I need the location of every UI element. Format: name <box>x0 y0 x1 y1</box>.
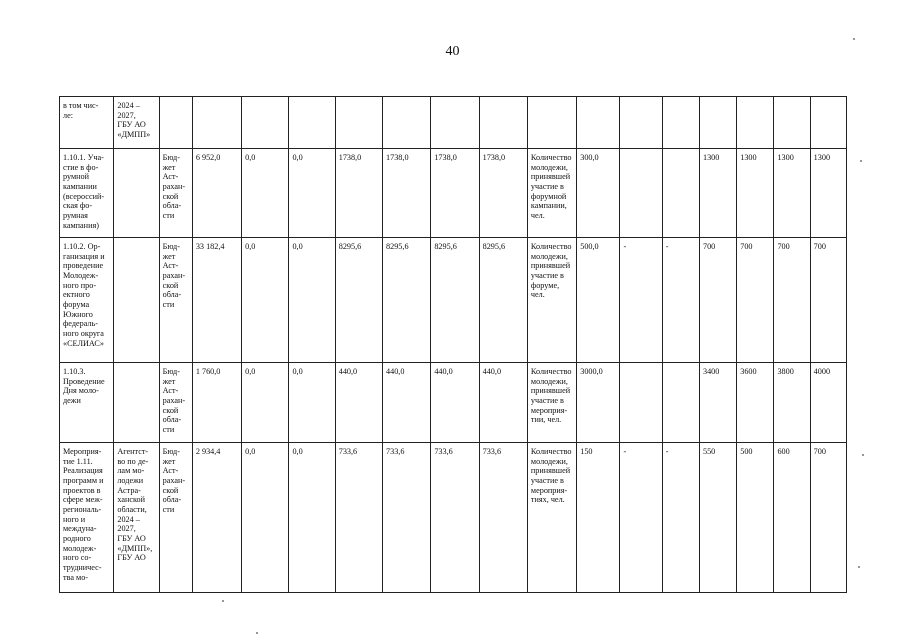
cell-text: 8295,6 <box>338 242 362 251</box>
cell-empty <box>383 97 431 149</box>
cell-ind-2026 <box>699 149 736 238</box>
cell-indicator <box>527 149 576 238</box>
cell-text: 1 760,0 <box>195 367 221 376</box>
cell-2028 <box>431 149 479 238</box>
cell-text: 440,0 <box>338 367 358 376</box>
cell-text: Количество молодежи, принявшей участие в мероприя- тии, чел. <box>530 367 572 425</box>
cell-text: в том чис- ле: <box>63 101 99 120</box>
cell-name <box>60 363 114 443</box>
cell-text: 700 <box>777 242 790 251</box>
cell-text: 733,6 <box>386 447 405 456</box>
cell-text: 440,0 <box>386 367 405 376</box>
cell-text: 6 952,0 <box>195 153 221 162</box>
cell-text: 8295,6 <box>386 242 409 251</box>
cell-ind-2024 <box>620 149 662 238</box>
cell-base <box>577 443 620 593</box>
cell-2028 <box>431 363 479 443</box>
cell-ind-2026 <box>699 238 736 363</box>
cell-text: Бюд- жет Аст- рахан- ской обла- сти <box>162 153 186 221</box>
cell-2025 <box>289 363 335 443</box>
cell-text: 440,0 <box>482 367 502 376</box>
cell-text: Количество молодежи, принявшей участие в форуме, чел. <box>530 242 572 300</box>
cell-ind-2024 <box>620 363 662 443</box>
cell-indicator <box>527 363 576 443</box>
cell-text: 300,0 <box>580 153 599 162</box>
cell-text: 700 <box>740 242 753 251</box>
cell-total <box>192 363 241 443</box>
cell-source <box>159 238 192 363</box>
cell-text: 150 <box>580 447 593 456</box>
cell-text: 500,0 <box>580 242 599 251</box>
cell-text: 33 182,4 <box>195 242 225 251</box>
cell-2025 <box>289 238 335 363</box>
table-body <box>60 149 847 593</box>
cell-text: Количество молодежи, принявшей участие в форумной кампании, чел. <box>530 153 572 221</box>
cell-text: Бюд- жет Аст- рахан- ской обла- сти <box>162 447 186 515</box>
cell-2024 <box>242 363 289 443</box>
cell-2029 <box>479 149 527 238</box>
cell-source <box>159 443 192 593</box>
cell-2024 <box>242 238 289 363</box>
cell-text: - <box>623 447 627 456</box>
cell-text: 1300 <box>740 153 757 162</box>
cell-2026 <box>335 149 382 238</box>
cell-text: 0,0 <box>245 242 256 251</box>
cell-text: Мероприя- тие 1.11. Реализация программ и проектов в сфере меж- региональ- ного и междуна- родного молодеж- ного со- трудничес- тва мо- <box>63 447 104 582</box>
cell-text: Количество молодежи, принявшей участие в мероприя- тиях, чел. <box>530 447 572 505</box>
cell-source <box>159 363 192 443</box>
cell-2029 <box>479 443 527 593</box>
cell-executor <box>114 97 159 149</box>
cell-text: 0,0 <box>245 367 256 376</box>
cell-ind-2025 <box>662 238 699 363</box>
cell-text: 1738,0 <box>434 153 457 162</box>
cell-text: 1738,0 <box>482 153 506 162</box>
cell-empty <box>810 97 846 149</box>
program-table <box>59 96 847 593</box>
scan-speck <box>222 600 224 602</box>
cell-text: 733,6 <box>338 447 358 456</box>
cell-ind-2029 <box>810 149 846 238</box>
cell-text: Бюд- жет Аст- рахан- ской обла- сти <box>162 367 186 435</box>
cell-text: Агентст- во по де- лам мо- лодежи Астра- ханской области, 2024 – 2027, ГБУ АО «ДМПП», ГБУ АО <box>117 447 153 563</box>
cell-text: 0,0 <box>245 153 256 162</box>
cell-text: 8295,6 <box>434 242 457 251</box>
cell-empty <box>479 97 527 149</box>
cell-2026 <box>335 238 382 363</box>
cell-text: - <box>665 242 669 251</box>
cell-ind-2024 <box>620 443 662 593</box>
table-row <box>60 443 847 593</box>
cell-text: 700 <box>702 242 716 251</box>
cell-empty <box>431 97 479 149</box>
cell-empty <box>620 97 662 149</box>
cell-empty <box>192 97 241 149</box>
table-row <box>60 149 847 238</box>
cell-text: 1.10.3. Проведение Дня моло- дежи <box>63 367 105 406</box>
cell-empty <box>737 97 774 149</box>
cell-text: 733,6 <box>434 447 453 456</box>
cell-source <box>159 149 192 238</box>
cell-empty <box>662 97 699 149</box>
cell-text: 550 <box>702 447 716 456</box>
cell-text: 3000,0 <box>580 367 603 376</box>
cell-ind-2028 <box>774 149 810 238</box>
cell-ind-2029 <box>810 238 846 363</box>
cell-ind-2025 <box>662 149 699 238</box>
cell-text: 440,0 <box>434 367 453 376</box>
cell-empty <box>159 97 192 149</box>
cell-name <box>60 443 114 593</box>
cell-text: 1738,0 <box>386 153 409 162</box>
cell-name <box>60 238 114 363</box>
cell-empty <box>527 97 576 149</box>
cell-2026 <box>335 363 382 443</box>
cell-text: 1300 <box>777 153 794 162</box>
cell-text: - <box>665 447 669 456</box>
cell-2027 <box>383 443 431 593</box>
cell-ind-2027 <box>737 149 774 238</box>
cell-text: 1.10.1. Уча- стие в фо- румной кампании (всероссий- ская фо- румная кампания) <box>63 153 105 230</box>
cell-text: 733,6 <box>482 447 502 456</box>
cell-text: 8295,6 <box>482 242 506 251</box>
cell-2024 <box>242 149 289 238</box>
cell-base <box>577 363 620 443</box>
cell-empty <box>289 97 335 149</box>
cell-text: 0,0 <box>292 367 303 376</box>
cell-2027 <box>383 238 431 363</box>
cell-ind-2029 <box>810 443 846 593</box>
cell-2026 <box>335 443 382 593</box>
scan-speck <box>862 454 864 456</box>
cell-ind-2028 <box>774 443 810 593</box>
cell-text: 1300 <box>813 153 831 162</box>
cell-name <box>60 97 114 149</box>
page-number: 40 <box>445 44 460 59</box>
cell-base <box>577 238 620 363</box>
cell-indicator <box>527 443 576 593</box>
cell-ind-2026 <box>699 443 736 593</box>
scan-speck <box>256 632 258 634</box>
cell-ind-2025 <box>662 443 699 593</box>
table-row <box>60 363 847 443</box>
cell-name <box>60 149 114 238</box>
cell-ind-2025 <box>662 363 699 443</box>
cell-base <box>577 149 620 238</box>
cell-text: 2 934,4 <box>195 447 221 456</box>
cell-empty <box>699 97 736 149</box>
cell-ind-2024 <box>620 238 662 363</box>
cell-text: 0,0 <box>245 447 256 456</box>
cell-text: 0,0 <box>292 153 303 162</box>
cell-executor <box>114 238 159 363</box>
cell-text: 700 <box>813 242 826 251</box>
cell-empty <box>577 97 620 149</box>
cell-2029 <box>479 363 527 443</box>
cell-2025 <box>289 149 335 238</box>
cell-indicator <box>527 238 576 363</box>
cell-ind-2027 <box>737 363 774 443</box>
cell-2027 <box>383 363 431 443</box>
cell-text: 3800 <box>777 367 794 376</box>
cell-ind-2027 <box>737 443 774 593</box>
cell-2024 <box>242 443 289 593</box>
cell-2025 <box>289 443 335 593</box>
cell-empty <box>242 97 289 149</box>
cell-text: 0,0 <box>292 242 303 251</box>
cell-total <box>192 238 241 363</box>
cell-text: 1738,0 <box>338 153 362 162</box>
table-row-subtotal <box>60 97 847 149</box>
cell-text: 0,0 <box>292 447 303 456</box>
cell-total <box>192 149 241 238</box>
cell-empty <box>335 97 382 149</box>
cell-text: Бюд- жет Аст- рахан- ской обла- сти <box>162 242 186 310</box>
cell-ind-2028 <box>774 363 810 443</box>
scan-speck <box>853 38 855 40</box>
cell-ind-2028 <box>774 238 810 363</box>
cell-2027 <box>383 149 431 238</box>
cell-2028 <box>431 238 479 363</box>
cell-ind-2027 <box>737 238 774 363</box>
cell-text: 4000 <box>813 367 831 376</box>
cell-empty <box>774 97 810 149</box>
cell-executor <box>114 149 159 238</box>
scan-speck <box>860 160 862 162</box>
cell-text: 700 <box>813 447 826 456</box>
cell-executor <box>114 363 159 443</box>
scan-speck <box>858 566 860 568</box>
cell-text: 3400 <box>702 367 720 376</box>
cell-text: 2024 – 2027, ГБУ АО «ДМПП» <box>117 101 151 140</box>
cell-ind-2029 <box>810 363 846 443</box>
cell-total <box>192 443 241 593</box>
cell-executor <box>114 443 159 593</box>
cell-text: 3600 <box>740 367 757 376</box>
cell-text: 1300 <box>702 153 720 162</box>
cell-text: 600 <box>777 447 790 456</box>
cell-text: 500 <box>740 447 753 456</box>
cell-ind-2026 <box>699 363 736 443</box>
table-row <box>60 238 847 363</box>
cell-2028 <box>431 443 479 593</box>
cell-text: - <box>623 242 627 251</box>
cell-text: 1.10.2. Ор- ганизация и проведение Молодеж- ного про- ектного форума Южного федераль- ного округа «СЕЛИАС» <box>63 242 105 348</box>
cell-2029 <box>479 238 527 363</box>
